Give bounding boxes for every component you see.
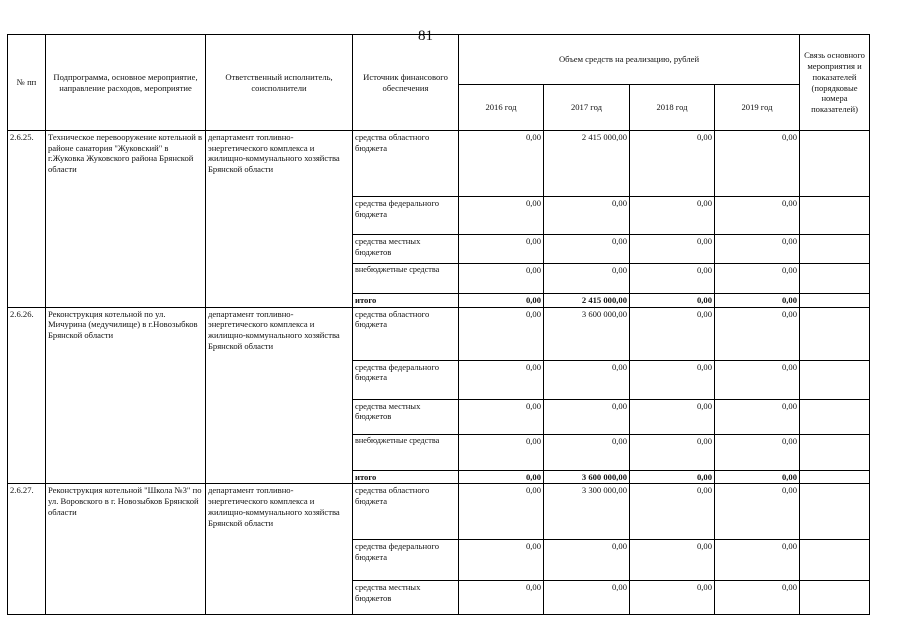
header-num: № пп	[8, 35, 46, 131]
link-cell	[800, 264, 870, 294]
link-cell	[800, 540, 870, 581]
item-name: Техническое перевооружение котельной в районе санатория "Жуковский" в г.Жуковка Жуковского района Брянской области	[46, 131, 206, 308]
value-cell: 0,00	[630, 235, 715, 264]
value-cell: 0,00	[715, 360, 800, 399]
header-year-2019: 2019 год	[715, 85, 800, 131]
header-volume: Объем средств на реализацию, рублей	[459, 35, 800, 85]
total-cell: 0,00	[459, 294, 544, 308]
source-federal: средства федерального бюджета	[353, 360, 459, 399]
header-year-2016: 2016 год	[459, 85, 544, 131]
source-federal: средства федерального бюджета	[353, 540, 459, 581]
total-cell: 0,00	[459, 470, 544, 484]
value-cell: 0,00	[459, 360, 544, 399]
header-source: Источник финансового обеспечения	[353, 35, 459, 131]
value-cell: 0,00	[544, 399, 630, 434]
link-cell	[800, 434, 870, 470]
table-row	[8, 484, 870, 540]
value-cell: 0,00	[630, 264, 715, 294]
value-cell: 0,00	[715, 235, 800, 264]
value-cell: 0,00	[715, 484, 800, 540]
value-cell: 0,00	[630, 307, 715, 360]
value-cell: 0,00	[544, 197, 630, 235]
value-cell: 0,00	[544, 581, 630, 615]
value-cell: 0,00	[715, 264, 800, 294]
link-cell	[800, 131, 870, 197]
value-cell: 0,00	[630, 581, 715, 615]
value-cell: 0,00	[630, 434, 715, 470]
link-cell	[800, 197, 870, 235]
value-cell: 0,00	[630, 360, 715, 399]
link-cell	[800, 484, 870, 540]
value-cell: 0,00	[715, 131, 800, 197]
source-total: итого	[353, 294, 459, 308]
link-cell	[800, 399, 870, 434]
link-cell	[800, 581, 870, 615]
source-local: средства местных бюджетов	[353, 235, 459, 264]
link-cell	[800, 294, 870, 308]
link-cell	[800, 360, 870, 399]
value-cell: 0,00	[459, 197, 544, 235]
source-local: средства местных бюджетов	[353, 399, 459, 434]
item-number: 2.6.25.	[8, 131, 46, 308]
value-cell: 0,00	[544, 434, 630, 470]
value-cell: 0,00	[715, 434, 800, 470]
value-cell: 0,00	[459, 540, 544, 581]
total-cell: 0,00	[715, 470, 800, 484]
value-cell: 2 415 000,00	[544, 131, 630, 197]
total-cell: 0,00	[630, 470, 715, 484]
value-cell: 0,00	[630, 197, 715, 235]
source-regional: средства областного бюджета	[353, 307, 459, 360]
value-cell: 0,00	[715, 581, 800, 615]
header-program: Подпрограмма, основное мероприятие, направление расходов, мероприятие	[46, 35, 206, 131]
link-cell	[800, 235, 870, 264]
budget-table	[7, 34, 870, 615]
item-name: Реконструкция котельной "Школа №3" по ул. Воровского в г. Новозыбков Брянской области	[46, 484, 206, 615]
total-cell: 3 600 000,00	[544, 470, 630, 484]
value-cell: 0,00	[459, 264, 544, 294]
source-offbudget: внебюджетные средства	[353, 434, 459, 470]
value-cell: 3 300 000,00	[544, 484, 630, 540]
header-responsible: Ответственный исполнитель, соисполнители	[206, 35, 353, 131]
item-responsible: департамент топливно-энергетического комплекса и жилищно-коммунального хозяйства Брянской области	[206, 484, 353, 615]
table-row	[8, 307, 870, 360]
link-cell	[800, 470, 870, 484]
value-cell: 0,00	[630, 131, 715, 197]
value-cell: 0,00	[459, 581, 544, 615]
value-cell: 0,00	[544, 360, 630, 399]
item-number: 2.6.27.	[8, 484, 46, 615]
value-cell: 0,00	[544, 540, 630, 581]
total-cell: 0,00	[630, 294, 715, 308]
value-cell: 0,00	[715, 197, 800, 235]
value-cell: 3 600 000,00	[544, 307, 630, 360]
link-cell	[800, 307, 870, 360]
value-cell: 0,00	[630, 399, 715, 434]
value-cell: 0,00	[715, 540, 800, 581]
value-cell: 0,00	[630, 540, 715, 581]
value-cell: 0,00	[715, 307, 800, 360]
value-cell: 0,00	[715, 399, 800, 434]
value-cell: 0,00	[459, 235, 544, 264]
value-cell: 0,00	[630, 484, 715, 540]
table-row	[8, 131, 870, 197]
value-cell: 0,00	[544, 264, 630, 294]
value-cell: 0,00	[459, 434, 544, 470]
item-responsible: департамент топливно-энергетического комплекса и жилищно-коммунального хозяйства Брянской области	[206, 307, 353, 484]
source-regional: средства областного бюджета	[353, 484, 459, 540]
source-local: средства местных бюджетов	[353, 581, 459, 615]
value-cell: 0,00	[459, 399, 544, 434]
value-cell: 0,00	[544, 235, 630, 264]
item-number: 2.6.26.	[8, 307, 46, 484]
source-offbudget: внебюджетные средства	[353, 264, 459, 294]
value-cell: 0,00	[459, 484, 544, 540]
header-year-2017: 2017 год	[544, 85, 630, 131]
source-total: итого	[353, 470, 459, 484]
page-number: 81	[418, 28, 433, 44]
item-name: Реконструкция котельной по ул. Мичурина (медучилище) в г.Новозыбков Брянской области	[46, 307, 206, 484]
value-cell: 0,00	[459, 131, 544, 197]
total-cell: 0,00	[715, 294, 800, 308]
source-federal: средства федерального бюджета	[353, 197, 459, 235]
value-cell: 0,00	[459, 307, 544, 360]
total-cell: 2 415 000,00	[544, 294, 630, 308]
header-year-2018: 2018 год	[630, 85, 715, 131]
header-link: Связь основного мероприятия и показателей (порядковые номера показателей)	[800, 35, 870, 131]
item-responsible: департамент топливно-энергетического комплекса и жилищно-коммунального хозяйства Брянской области	[206, 131, 353, 308]
source-regional: средства областного бюджета	[353, 131, 459, 197]
